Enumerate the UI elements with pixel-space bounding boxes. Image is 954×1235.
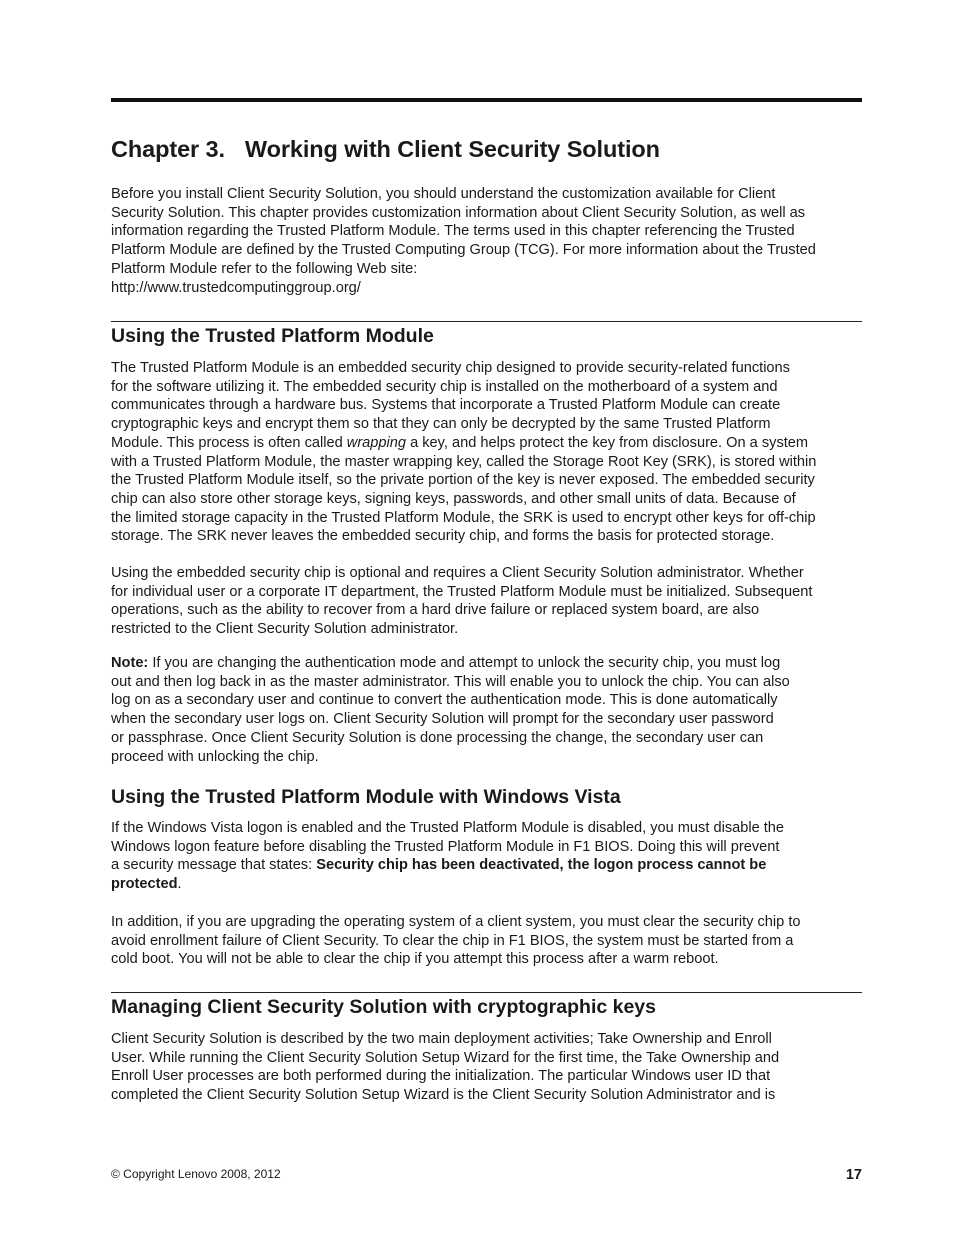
text-run: Module. This process is often called [111,434,347,451]
paragraph-line: Windows logon feature before disabling the Trusted Platform Module in F1 BIOS. Doing this will prevent [111,838,780,855]
paragraph-line: communicates through a hardware bus. Systems that incorporate a Trusted Platform Module can create [111,397,781,414]
wrapping-term: wrapping [346,434,407,451]
intro-line: Before you install Client Security Solution, you should understand the customization available for Client [111,186,776,202]
paragraph-line [111,875,862,894]
paragraph-line: the Trusted Platform Module itself, so the private portion of the key is never exposed. The embedded security [111,472,815,489]
paragraph-line [111,434,862,453]
security-message: Security chip has been deactivated, the logon process cannot be [316,857,767,874]
paragraph-line: proceed with unlocking the chip. [111,748,319,765]
section-title-crypto-keys: Managing Client Security Solution with cryptographic keys [111,996,657,1018]
paragraph-line: when the secondary user logs on. Client Security Solution will prompt for the secondary user password [111,711,774,728]
paragraph-line: completed the Client Security Solution Setup Wizard is the Client Security Solution Administrator and is [111,1087,776,1104]
section-title-tpm: Using the Trusted Platform Module [111,325,434,347]
page-number: 17 [845,1167,862,1183]
text-run: a key, and helps protect the key from disclosure. On a system [406,434,809,451]
paragraph-line [111,654,862,673]
note-paragraph [111,654,862,766]
paragraph-line: Client Security Solution is described by the two main deployment activities; Take Ownership and Enroll [111,1031,772,1047]
paragraph-line: In addition, if you are upgrading the operating system of a client system, you must clear the security chip to [111,914,801,930]
copyright-footer: © Copyright Lenovo 2008, 2012 [111,1167,281,1181]
paragraph-line: log on as a secondary user and continue to convert the authentication mode. This is done automatically [111,692,778,709]
tpm-paragraph-1 [111,359,862,546]
paragraph-line: for individual user or a corporate IT department, the Trusted Platform Module must be initialized. Subsequent [111,583,813,600]
chapter-number: Chapter 3. [111,136,225,162]
paragraph-line: cryptographic keys and encrypt them so that they can only be decrypted by the same Trusted Platform [111,416,771,433]
paragraph-line [111,856,862,875]
vista-paragraph-1 [111,819,862,894]
paragraph-line: the limited storage capacity in the Trusted Platform Module, the SRK is used to encrypt other keys for off-chip [111,509,816,526]
chapter-name: Working with Client Security Solution [244,136,660,162]
intro-line: Platform Module are defined by the Trusted Computing Group (TCG). For more information about the Trusted [111,242,816,259]
text-run: . [177,876,182,893]
paragraph-line: avoid enrollment failure of Client Security. To clear the chip in F1 BIOS, the system must be started from a [111,932,794,949]
intro-line: information regarding the Trusted Platform Module. The terms used in this chapter referencing the Trusted [111,223,795,240]
section-rule [111,321,862,322]
chapter-title [111,136,660,163]
chapter-top-rule [111,98,862,102]
paragraph-line: or passphrase. Once Client Security Solution is done processing the change, the secondary user can [111,729,764,746]
note-label: Note: [111,655,149,671]
paragraph-line: cold boot. You will not be able to clear the chip if you attempt this process after a warm reboot. [111,951,719,968]
tpm-paragraph-2 [111,564,862,639]
paragraph-line: chip can also store other storage keys, signing keys, passwords, and other small units of data. Because of [111,490,796,507]
intro-line: Platform Module refer to the following Web site: [111,260,418,277]
paragraph-line: restricted to the Client Security Solution administrator. [111,621,459,638]
paragraph-line: operations, such as the ability to recover from a hard drive failure or replaced system board, are also [111,602,760,619]
intro-line: Security Solution. This chapter provides customization information about Client Security Solution, as well as [111,204,806,221]
paragraph-line: Enroll User processes are both performed during the initialization. The particular Windows user ID that [111,1068,771,1085]
paragraph-line: with a Trusted Platform Module, the master wrapping key, called the Storage Root Key (SRK), is stored within [111,453,817,470]
paragraph-line: User. While running the Client Security Solution Setup Wizard for the first time, the Take Ownership and [111,1049,780,1066]
paragraph-line: for the software utilizing it. The embedded security chip is installed on the motherboard of a system and [111,378,778,395]
security-message-end: protected [111,876,178,893]
vista-paragraph-2 [111,913,862,969]
text-run: a security message that states: [111,857,317,874]
paragraph-line: storage. The SRK never leaves the embedded security chip, and forms the basis for protected storage. [111,528,775,545]
crypto-paragraph-1 [111,1030,862,1105]
paragraph-line: The Trusted Platform Module is an embedded security chip designed to provide security-related functions [111,360,790,376]
intro-paragraph [111,185,862,297]
text-run: If you are changing the authentication mode and attempt to unlock the security chip, you must log [148,655,781,671]
paragraph-line: If the Windows Vista logon is enabled and the Trusted Platform Module is disabled, you must disable the [111,820,785,836]
section-title-vista: Using the Trusted Platform Module with Windows Vista [111,786,621,808]
tcg-url-text: http://www.trustedcomputinggroup.org/ [111,279,361,296]
paragraph-line: out and then log back in as the master administrator. This will enable you to unlock the chip. You can also [111,673,790,690]
section-rule [111,992,862,993]
paragraph-line: Using the embedded security chip is optional and requires a Client Security Solution administrator. Whether [111,565,804,581]
